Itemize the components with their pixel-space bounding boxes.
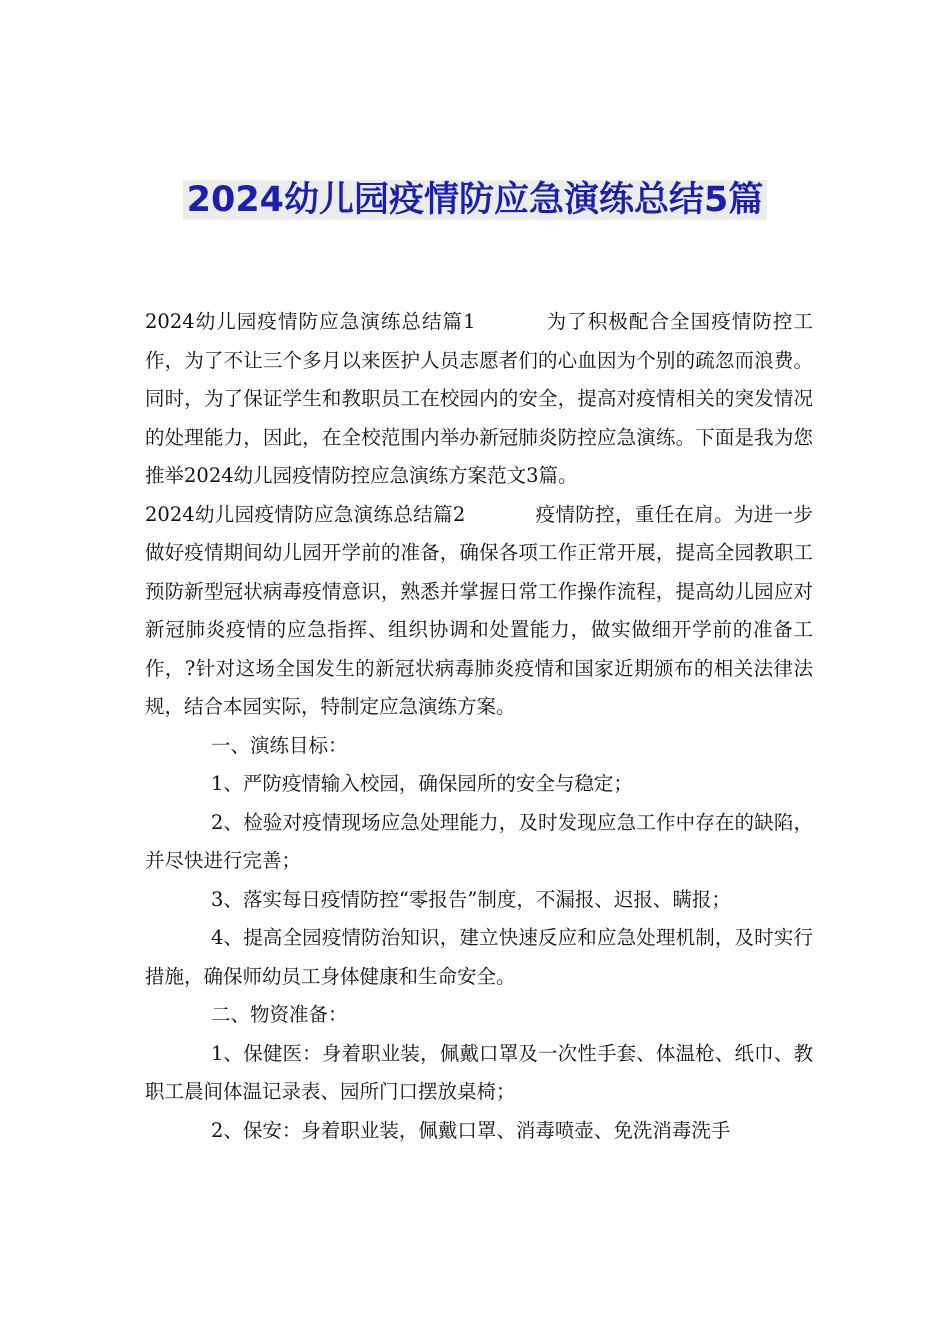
paragraph-supply-2: 2、保安：身着职业装，佩戴口罩、消毒喷壶、免洗消毒洗手 (211, 1118, 731, 1142)
paragraph-supplies-heading: 二、物资准备： (211, 1003, 348, 1026)
section2-paragraph (145, 496, 813, 727)
paragraph-goal-2: 2、检验对疫情现场应急处理能力，及时发现应急工作中存在的缺陷，并尽快进行完善； (145, 810, 813, 872)
document-title-text: 2024幼儿园疫情防应急演练总结5篇 (183, 180, 768, 220)
paragraph-goal-1: 1、严防疫情输入校园，确保园所的安全与稳定； (211, 772, 633, 795)
section2-heading: 2024幼儿园疫情防应急演练总结篇2 (145, 502, 466, 526)
section2-text: 疫情防控，重任在肩。为进一步做好疫情期间幼儿园开学前的准备，确保各项工作正常开展，提高全园教职工预防新型冠状病毒疫情意识，熟悉并掌握日常工作操作流程，提高幼儿园应对新冠肺炎疫情的应急指挥、组织协调和处置能力，做实做细开学前的准备工作，?针对这场全国发生的新冠状病毒肺炎疫情和国家近期颁布的相关法律法规，结合本园实际，特制定应急演练方案。 (145, 502, 813, 718)
paragraph-drill-goals-heading: 一、演练目标： (211, 733, 348, 757)
document-title (0, 170, 950, 230)
paragraph-goal-3: 3、落实每日疫情防控“零报告”制度，不漏报、迟报、瞒报； (211, 887, 731, 911)
section1-heading: 2024幼儿园疫情防应急演练总结篇1 (145, 310, 476, 333)
section1-paragraph (145, 303, 813, 496)
paragraph-supply-1: 1、保健医：身着职业装，佩戴口罩及一次性手套、体温枪、纸巾、教职工晨间体温记录表、园所门口摆放桌椅； (145, 1041, 813, 1103)
paragraph-goal-4: 4、提高全园疫情防治知识，建立快速反应和应急处理机制，及时实行措施，确保师幼员工身体健康和生命安全。 (145, 926, 813, 988)
document-body (145, 303, 813, 1150)
section1-text: 为了积极配合全国疫情防控工作，为了不让三个多月以来医护人员志愿者们的心血因为个别的疏忽而浪费。同时，为了保证学生和教职员工在校园内的安全，提高对疫情相关的突发情况的处理能力，因此，在全校范围内举办新冠肺炎防控应急演练。下面是我为您推举2024幼儿园疫情防控应急演练方案范文3篇。 (145, 310, 813, 487)
